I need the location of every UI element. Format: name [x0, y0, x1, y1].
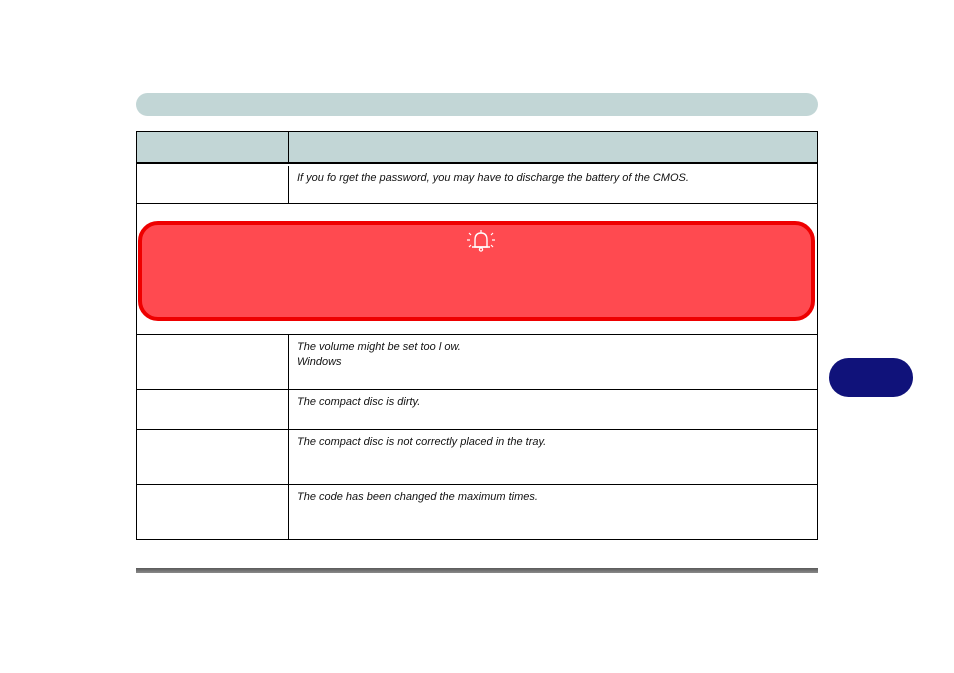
problem-cell — [137, 335, 289, 389]
problem-cell — [137, 430, 289, 484]
header-cell-solution — [289, 132, 817, 162]
solution-cell — [289, 485, 817, 539]
solution-text: If you fo rget the password, you may have to discharge the battery of the CMOS. — [297, 172, 689, 184]
footer-rule — [136, 568, 818, 573]
header-cell-problem — [137, 132, 289, 162]
table-row — [137, 335, 817, 390]
solution-text: The volume might be set too l ow. — [297, 341, 461, 353]
solution-cell — [289, 166, 817, 203]
solution-cell — [289, 390, 817, 429]
solution-cell — [289, 430, 817, 484]
problem-cell — [137, 390, 289, 429]
alarm-bell-icon — [466, 229, 496, 253]
table-row — [137, 485, 817, 539]
warning-box — [138, 221, 815, 321]
table-header-row — [137, 132, 817, 164]
solution-text: The code has been changed the maximum times. — [297, 491, 538, 503]
solution-cell — [289, 335, 817, 389]
problem-cell — [137, 166, 289, 203]
page-header-bar — [136, 93, 818, 116]
warning-row — [137, 204, 817, 335]
chapter-tab[interactable] — [829, 358, 913, 397]
table-row — [137, 166, 817, 204]
problem-cell — [137, 485, 289, 539]
troubleshooting-table — [136, 131, 818, 540]
table-row — [137, 390, 817, 430]
solution-text: The compact disc is dirty. — [297, 396, 421, 408]
solution-text: Windows — [297, 356, 342, 368]
table-row — [137, 430, 817, 485]
solution-text: The compact disc is not correctly placed in the tray. — [297, 436, 547, 448]
